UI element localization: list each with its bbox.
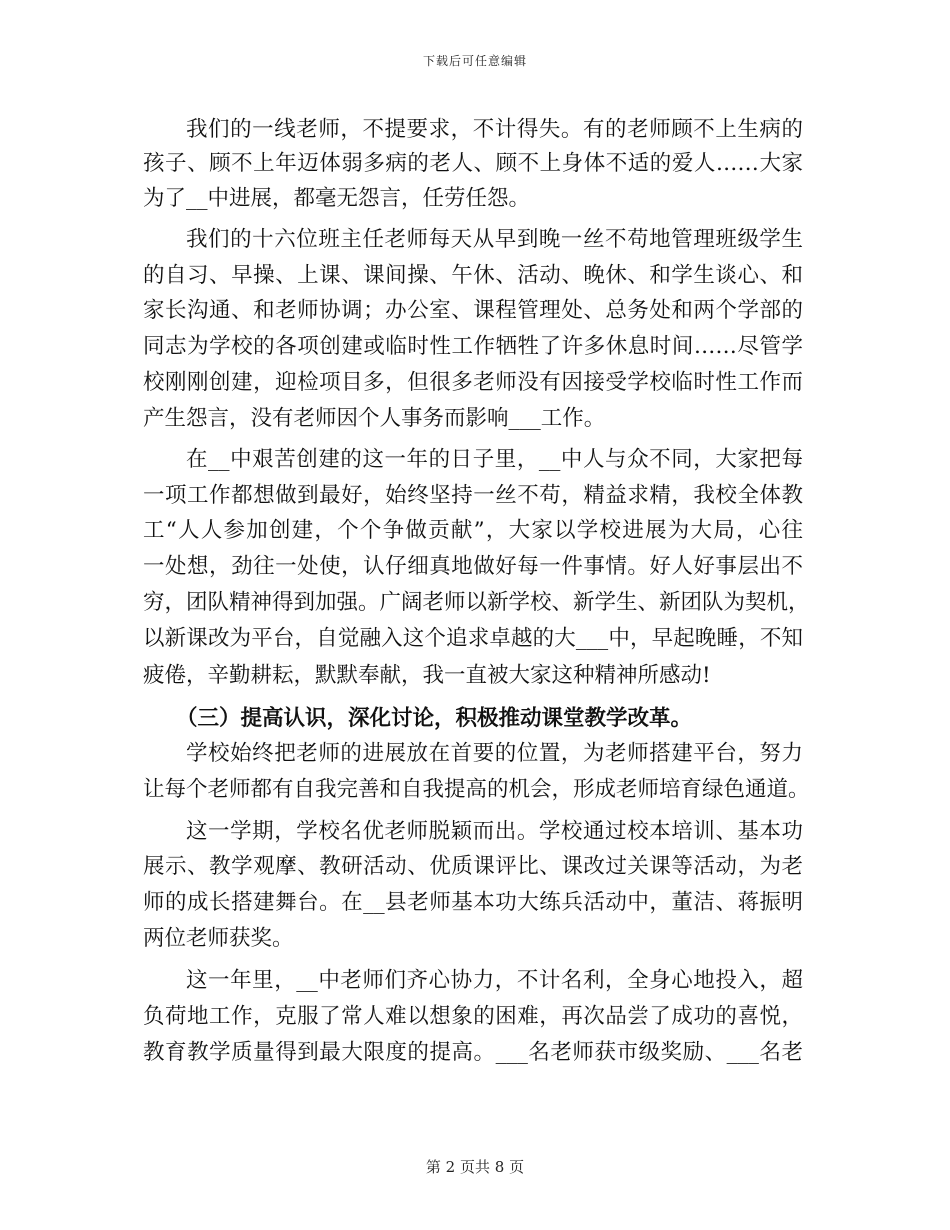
paragraph-5-line-2: 展示、教学观摩、教研活动、优质课评比、课改过关课等活动，为老 bbox=[143, 854, 803, 879]
paragraph-6-line-3: 教育教学质量得到最大限度的提高。___名老师获市级奖励、___名老 bbox=[143, 1040, 803, 1065]
paragraph-6-line-1: 这一年里，__中老师们齐心协力，不计名利，全身心地投入，超 bbox=[186, 968, 803, 993]
paragraph-1-line-3: 为了__中进展，都毫无怨言，任劳任怨。 bbox=[143, 186, 531, 211]
paragraph-3-line-1: 在__中艰苦创建的这一年的日子里，__中人与众不同，大家把每 bbox=[186, 447, 803, 472]
paragraph-3-line-4: 一处想，劲往一处使，认仔细真地做好每一件事情。好人好事层出不 bbox=[143, 554, 803, 579]
page-header: 下载后可任意编辑 bbox=[422, 54, 527, 68]
paragraph-6-line-2: 负荷地工作，克服了常人难以想象的困难，再次品尝了成功的喜悦， bbox=[143, 1004, 803, 1029]
paragraph-3-line-2: 一项工作都想做到最好，始终坚持一丝不苟，精益求精，我校全体教 bbox=[143, 483, 803, 508]
paragraph-1-line-2: 孩子、顾不上年迈体弱多病的老人、顾不上身体不适的爱人……大家 bbox=[143, 151, 803, 176]
paragraph-4-line-1: 学校始终把老师的进展放在首要的位置，为老师搭建平台，努力 bbox=[186, 741, 803, 766]
section-heading: （三）提高认识，深化讨论，积极推动课堂教学改革。 bbox=[176, 706, 693, 731]
paragraph-5-line-4: 两位老师获奖。 bbox=[143, 926, 294, 951]
paragraph-5-line-3: 师的成长搭建舞台。在__县老师基本功大练兵活动中，董洁、蒋振明 bbox=[143, 890, 803, 915]
paragraph-2-line-4: 同志为学校的各项创建或临时性工作牺牲了许多休息时间……尽管学 bbox=[143, 334, 803, 359]
paragraph-2-line-2: 的自习、早操、上课、课间操、午休、活动、晚休、和学生谈心、和 bbox=[143, 263, 803, 288]
page-footer: 第 2 页共 8 页 bbox=[425, 1158, 525, 1176]
paragraph-3-line-3: 工“人人参加创建，个个争做贡献”，大家以学校进展为大局，心往 bbox=[143, 518, 803, 543]
paragraph-3-line-6: 以新课改为平台，自觉融入这个追求卓越的大___中，早起晚睡，不知 bbox=[143, 626, 803, 651]
paragraph-2-line-5: 校刚刚创建，迎检项目多，但很多老师没有因接受学校临时性工作而 bbox=[143, 370, 803, 395]
paragraph-2-line-3: 家长沟通、和老师协调；办公室、课程管理处、总务处和两个学部的 bbox=[143, 298, 803, 323]
paragraph-3-line-7: 疲倦，辛勤耕耘，默默奉献，我一直被大家这种精神所感动! bbox=[143, 663, 711, 688]
paragraph-4-line-2: 让每个老师都有自我完善和自我提高的机会，形成老师培育绿色通道。 bbox=[143, 777, 810, 802]
paragraph-5-line-1: 这一学期，学校名优老师脱颖而出。学校通过校本培训、基本功 bbox=[186, 819, 803, 844]
paragraph-3-line-5: 穷，团队精神得到加强。广阔老师以新学校、新学生、新团队为契机， bbox=[143, 590, 810, 615]
paragraph-2-line-1: 我们的十六位班主任老师每天从早到晚一丝不苟地管理班级学生 bbox=[186, 227, 803, 252]
paragraph-1-line-1: 我们的一线老师，不提要求，不计得失。有的老师顾不上生病的 bbox=[186, 117, 803, 142]
paragraph-2-line-6: 产生怨言，没有老师因个人事务而影响___工作。 bbox=[143, 406, 606, 431]
